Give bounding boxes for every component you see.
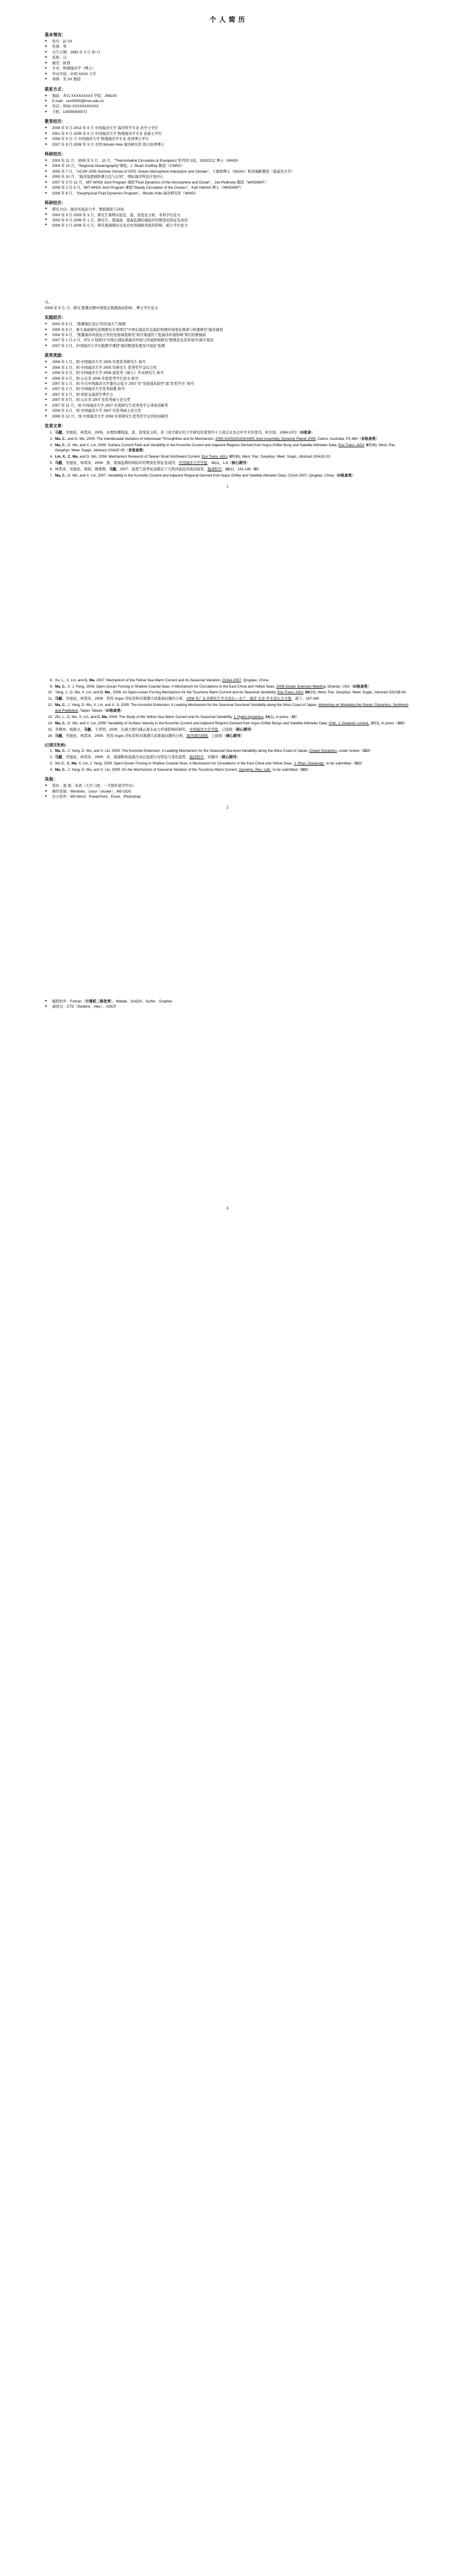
section-heading-contact: 联系方式： [45,86,66,92]
list-item: 12. Ma, C., J. Yang, D. Wu, X. Lin, and X. Ji, 2009: The Kuroshio Extension: A Leading Mechanism for the Seasonal Sea-level Variability along the West Coast of Japan, Workshop on Modeling the Ocean: Dynamics, Synthesis and Prediction, Taipei, Taiwan（EI收录类） [54,702,410,713]
list-item: 14. Ma, C., D. Wu, and X. Lin, 2009: Variability of Surface Velocity in the Kuroshio Current and Adjacent Regions Derived from Argos Drifter Buoys and Satellite Altimeter Data, Chin. J. Oceanol. Limnol., 27(3), in press（SCI） [54,721,410,726]
list-item: ❖ 2004 年 3 月-2008 年 5 月，研究黑海暖区以及对台湾海峡突流的影响，硕士学位论文 [45,223,410,228]
page-1 [0,15,455,489]
basic-info-list [45,39,410,83]
list-item: ➤ 2006 年 1 月，国 中国海洋大学 2005 年度优秀研究生 称号 [45,360,410,365]
spacer [45,231,410,300]
list-item: ➤ 爱好：篮 球；英语（大学六级、一半国外留学经历） [45,783,410,789]
list-item: 4. Lin, X., C. Ma, and D. Wu, 2006: Mechanism Research of Taiwan Strait Northward Current, Eos Trans. AGU, 87(36), West. Pac. Geophys. Meet. Suppl., Abstract OS41E-03 [54,454,410,459]
list-item: ➤ 2007 年 1 月-2 月，973 计划项目"中国东部陆架海洋环境与环境影响研究"数理论及其环境学/海半境设 [45,338,410,343]
list-item: ➤ 2006 年 5 月，国 中国海洋大学 2006 届优秀《硕士》毕业研究生 称号 [45,370,410,376]
education-list [45,126,410,147]
list-item: ➤ 2006 年 9 月-今 中国海洋大学 物理海洋学专业 攻读博士学位 [45,136,410,142]
contact-info-list [45,93,410,115]
list-item: ➤ 2008 年 6 月，"Geophysical Fluid Dynamics Program"，Woods Hole 海洋研究所（WHOI） [45,191,410,196]
list-item: ➤ 2007 年 3 月-12 月，MIT-WHOI Joint Program 课程"Fluid Dynamics of the Atmosphere and Ocean"，Joe Pedlosky 教授（WHOI/MIT） [45,180,410,185]
list-item: 8. Xu, L., X. Lin, and C. Ma, 2007: Mechanism of the Fellow Sea Warm Current and Its Seasonal Variation, COAA 2007, Qingdao, China [54,678,410,683]
section-heading-interests: 科研经历： [45,200,66,206]
list-item: 3. Ma, C., D. Wu, and X. Lin, 2006: Surface Current Field and Variability in the Kuroshio Current and Adjacent Regions Derived from Argos Drifter Buoy and Satellite Altimeter Data, Eos Trans. AGU, 87(36), West. Pac. Geophys. Meet. Suppl., Abstract OS41E-05（非收录类） [54,443,410,454]
list-item: ➤ E-mail：zxx00000@msn.edu.cn [45,99,410,104]
list-item: 10. Yang, J., D. Wu, X. Lin, and C. Ma., 2008: An Open-ocean Forcing Mechanism for the Tsushima Warm Current and Its Seasonal Variability, Eos Trans. AGU, 89(23), West. Pac. Geophys. Meet. Suppl., Abstract OS21B-04 [54,690,410,695]
list-item: ➤ 2007 年 9 月-2008 年 9 月 美国 Woods Hole 海洋研究所 联合培养博士 [45,142,410,147]
list-item: ➤ 操作系统：Windows、Linux（cluster）、MS-DOS [45,789,410,794]
list-item: ➤ 2006 年 4 月，国 山东省 2006 年度优秀学位论文 称号 [45,376,410,381]
list-item: ➤ 2007 年 2 月，中国海洋大学实践教学课程"海洋数值处理及可视化"助教 [45,344,410,349]
list-item: ➤ 专业：物理海洋学（博士） [45,66,410,71]
section-heading-research-exp: 科研经历： [45,151,66,157]
list-item: ➤ 编程软件：Fortran（计算机二级优秀）、Matlab、GrADS、Surfer、Grapher [45,999,410,1004]
resume-document [0,15,455,1211]
section-heading-projects: 实践经历： [45,315,66,321]
section-heading-publications: 发表文章： [45,423,66,429]
list-item: 2. Ma, C., and D. Wu, 2005: The Interdecadal Variation of Indonesian Throughflow and Its Mechanism, 2005 IAGSA/IUGG/AMS Joint Assembly, Dynamic Planet 2005, Cairns, Australia, P2-484（非收录类） [54,436,410,442]
page-number: 2 [226,805,229,810]
list-item: ➤ 2003 年 5 月，"黑潮地区论坛"的区域大气观测 [45,322,410,327]
list-item: 6. 林霄沛，吴德星，周晓，操理理，马毅，2007：温度气流季复加暖层下大西洋温监环流的演变，地球科学，22(1)，141-146（EI） [54,467,410,472]
spacer [45,1012,410,1201]
project-experience-list [45,322,410,349]
section-heading-awards: 获奖奖励： [45,353,66,358]
section-heading-education: 教育经历： [45,119,66,124]
list-item: ➤ 姓名：赵 XX [45,39,410,44]
page-3 [0,999,455,1211]
list-item: 7. Ma, C., D. Wu, and X. Lin, 2007: Variability in the Kuroshio Current and Adjacent Regional Derived from Argos Drifter and Satellite Altimeter Data, COAA 2007, Qingdao, China（EI收录类） [54,473,410,478]
list-item: 1. 马毅，吴德星，林霄沛，2005，社理斜潮线温、温、流变化分析，黄《成才研水的力学研究年度第四十九周会议本会中学术年度刊，哈尔滨，1066-1072（EI收录） [54,430,410,435]
list-item: ➤ 民族：汉 [45,55,410,60]
list-item: ➤ 手机：130000000072 [45,110,410,115]
research-experience-list [45,158,410,196]
list-item: ➤ 毕业学校：中国 XXXX 大学 [45,72,410,77]
software-skills-list [45,999,410,1010]
list-item: ➤ 导师：吴 XX 教授 [45,77,410,82]
list-item: 9. Ma, C., X. J. Feng, 2008: Open-Ocean Forcing in Shallow Coastal Seas: A Mechanism for Circulations in the East China and Yellow Seas, 2008 Ocean Sciences Meeting, Orlando, USA（EI收录类） [54,684,410,689]
list-item: ➤ 2008 年 12 月，国 中国海洋大学 2008 年度研究生优秀奖学金讲班创新奖 [45,414,410,419]
list-item: ➤ 2003 年 11 月、2005 年 5 月、10 月，"Thermohaline Circulation & Energetics"系列讲习班，2002CCC 博士（WHOI） [45,158,410,163]
middle-text-line-1: 文。 [45,300,52,305]
list-item: ➤ 2001 年 9 月-2006 年 6 月 中国海洋大学 物理海洋学专业 获硕士学位 [45,131,410,136]
list-item: ➤ 2007 年 11 月，国 中国海洋大学 2007 年度研究生优秀党学会讲班创新奖 [45,403,410,408]
list-item: 4. Ma, C., J. Yang, D. Wu, and X. Lin, 2009: On the Mechanism of Seasonal Variation of the Tsushima Warm Current, Geophys. Res. Lett., to be submitted（SCI） [54,767,410,772]
submitted-papers-list [45,748,410,772]
page-number: 1 [226,484,229,489]
list-item: ➤ 2005 年 10 月，"海洋温度倾斜测方法与认知"，国际海洋科技计划中心 [45,174,410,179]
publications-list-part2 [45,678,410,739]
research-interests-list [45,207,410,229]
publications-list-part1 [45,430,410,479]
list-item: 2. 马毅，吴德星，林霄沛，2009：黄、渤海断面流海冷冰层温度归布特征与变化趋势，海洋科学，审稿中（核心期刊） [54,755,410,760]
other-info-list [45,783,410,799]
middle-text-line-2: 2006 年 9 月-今，研究‘黑潮北侧中国南北黑潮涡动影响’，博士学位论文 [45,306,158,310]
page-title: 个 人 简 历 [209,17,246,24]
list-item: 13. Zhi, L., D. Wu, X. Lin, and C. Ma, 2009: The Study of the Yellow Sea Warm Current and Its Seasonal Variability, J. Hydro-dynamics, 24(1), in press（EI） [54,715,410,720]
awards-list [45,360,410,419]
list-item: ➤ 2007 年 2 月，国 中国海洋大学优秀助教 称号 [45,387,410,392]
list-item: 1. Ma, C., J. Yang, D. Wu, and X. Lin, 2009: The Kuroshio Extension: A Leading Mechanism for the Seasonal Sea-level Variability along the West Coast of Japan, Ocean Dynamics, under review（SCI） [54,748,410,754]
list-item: ➤ 2007 年 9 月，国 山东省 2007 年优秀硕士论文奖 [45,397,410,403]
page-break-spacer-1 [0,489,455,678]
list-item: ➤ 出生日期：1983 年 3 月 30 日 [45,50,410,55]
submitted-papers-heading: (已提交发表)： [45,743,69,747]
page-number: 3 [226,1207,229,1211]
list-item: ➤ 2008 年 2 月-5 月，MIT-WHOI Joint Program 课程"Steady Circulation of the Oceans"，Karl Helfrich 博士（WHOI/MIT） [45,185,410,190]
list-item: 3. Wu D., C. Ma, X. Lin, J. Yang, 2009: Open-Ocean Forcing in Shallow Coastal Seas: A Mechanism for Circulations in the East China and Yellow Seas, J. Phys. Oceanogr., to be submitted（SCI） [54,761,410,766]
list-item: ➤ 2007 年 3 月，国 国家交通部学费学会 [45,392,410,397]
list-item: ➤ 办公软件：MS-Word、PowerPoint、Excel、Photoshop [45,794,410,799]
list-item: ❖ 2003 年 3 月-2003 年 3 月，研究生暑期实验室、温、流变化分析，本科学位论文 [45,213,410,218]
list-item: 11. 马毅，吴德星，林霄沛，2008：利用 Argos 浮标资料对黑潮大质黑海问题的分析，2008 年广东省研究生学术论坛—水产、海洋 北京-学术论坛会文集，遂宁，187-340 [54,696,410,701]
list-item: ➤ 2007 年 1 月，国 中共中国海洋大学委员会授予 2007 年"突进通本制学"演"发奖学员" 称号 [45,381,410,387]
section-heading-other: 其他： [45,776,58,782]
list-item: ➤ 性别：男 [45,44,410,49]
page-2 [0,678,455,810]
list-item: ➤ 籍贯：陕西 [45,61,410,66]
list-item: 16. 马毅，吴德星，林霄沛，2009：利用 Argos 浮标资料对黑潮大质黑海问题的分析，海洋湖沼通报，已接收（核心期刊） [54,733,410,739]
list-item: 15. 李湘州，杨德文，马毅，于佰明，2009：东海大理归谏正海水动力环境影响的研究，中国海洋大学学报，已接收（核心期刊） [54,727,410,732]
list-item: ➤ 2005 年 7 月，"UCAR 2005 Summer School of GFD: Ocean-Atmosphere Interaction and Climate"，王惠群博士（NOAA）和黄瑞新教授（夏威夷大学） [45,169,410,174]
list-item: ➤ 2006 年 1 月，国 中国海洋大学 2005 年研究生 优秀奖学金综合奖 [45,365,410,370]
page-break-spacer-2 [0,810,455,999]
list-item: ➤ 2004 年 10 月，"Regional Oceanography"课程，J. Stuart Godfrey 教授（CSIRO） [45,163,410,169]
list-item: ➤ 电话：0532-XXXXXXXXXXX [45,104,410,109]
list-item: ❖ 2003 年 9 月-2006 年 1 月，研究生、黑海温、黑海监测的海陆环的期变化特征及成因 [45,218,410,223]
list-item: ➤ 2005 年 9 月，重大基础研究前期研究专项项目"中国东南沿岸近海区物理环境变化规律与机理研究"海洋调查 [45,327,410,333]
list-item: ❖ 研究方向：海洋环流动力学、数值模拟与同化 [45,207,410,212]
list-item: 5. 马毅，吴德星，林霄沛，2006：黑、黑海监测的体陆环的期变化特征及成因，中国海洋大学学报，36(s)，1-8（核心期刊） [54,460,410,466]
list-item: ➤ 2004 年 9 月，"黑潮海洋环流复合型的发展调查研究"项目筹建的工程海洋环境影响"项目的数模拟 [45,333,410,338]
list-item: ➤ 地址：青岛 XXXXXXXXX 学院，266100 [45,93,410,99]
list-item: ➤ 通读过：CTD（Seabird、Alec）、ADCP [45,1004,410,1009]
list-item: ➤ 2006 年 9 月-2013 年 6 月 中国海洋大学 海洋科学专业 获学士学位 [45,126,410,131]
section-heading-basic: 基本情况： [45,32,66,37]
list-item: ➤ 2008 年 3 月，国 中国海洋大学 2007 年优秀硕士论文奖 [45,408,410,413]
